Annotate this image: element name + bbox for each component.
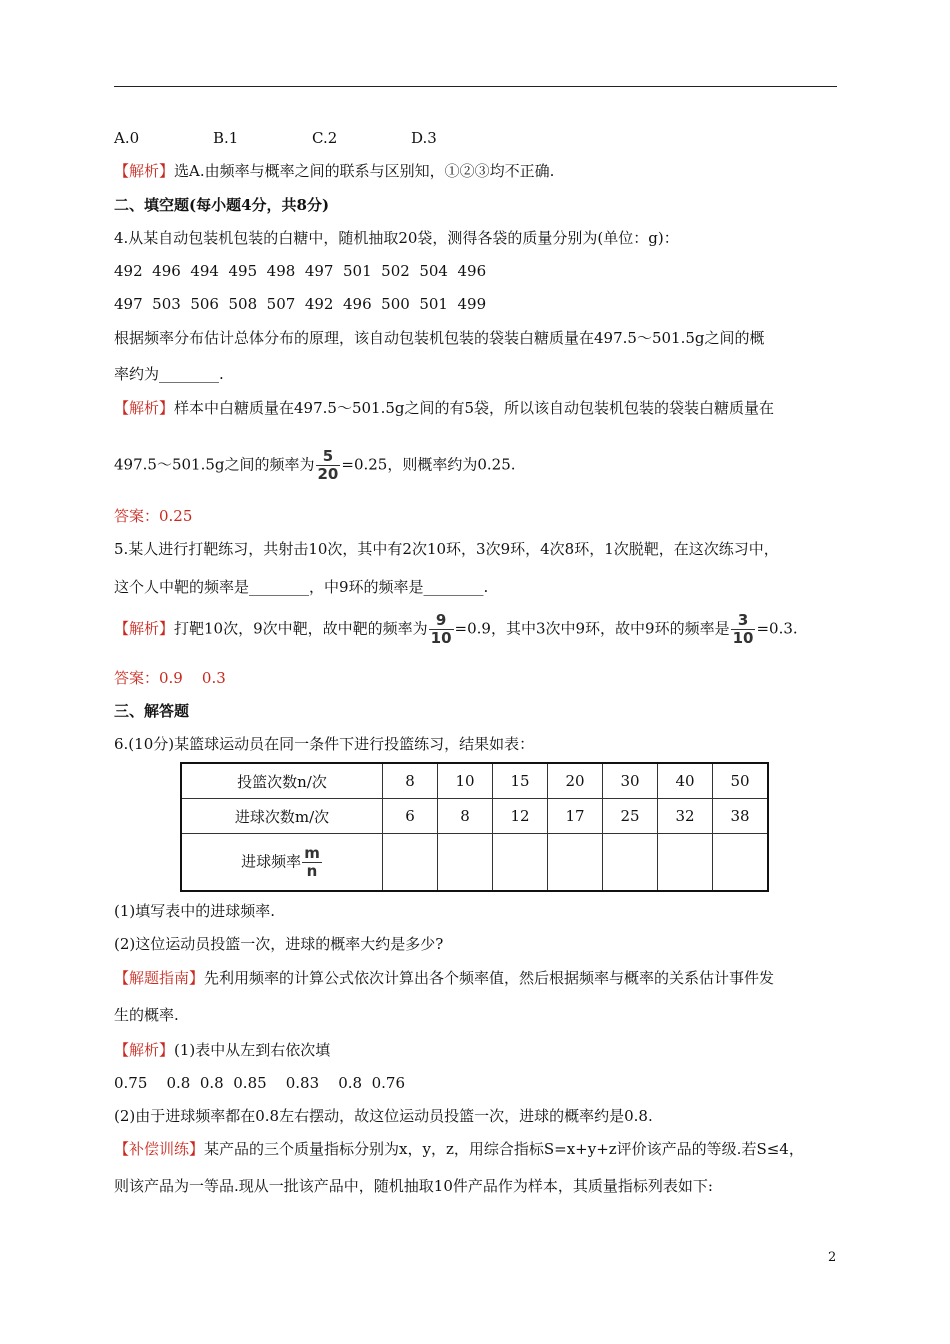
q6-sub-2: (2)这位运动员投篮一次，进球的概率大约是多少? [114, 935, 444, 953]
table-cell: 10 [438, 763, 493, 799]
table-cell: 38 [713, 799, 769, 834]
analysis-text: 样本中白糖质量在497.5～501.5g之间的有5袋，所以该自动包装机包装的袋装白糖质量在 [174, 399, 775, 417]
table-row [181, 799, 768, 834]
table-cell: 20 [548, 763, 603, 799]
table-cell-empty [548, 834, 603, 892]
fraction-numerator: 3 [731, 612, 756, 630]
analysis-tag: 【解析】 [114, 399, 175, 417]
table-row-header [181, 834, 383, 892]
table-row [181, 763, 768, 799]
q5-text-2: 这个人中靶的频率是________，中9环的频率是________. [114, 578, 489, 596]
fraction-numerator: 9 [429, 612, 454, 630]
table-cell-empty [493, 834, 548, 892]
guide-tag: 【解题指南】 [114, 969, 205, 987]
guide-text: 先利用频率的计算公式依次计算出各个频率值，然后根据频率与概率的关系估计事件发 [204, 969, 775, 987]
analysis-tag: 【解析】 [114, 619, 175, 638]
section-title-solve: 三、解答题 [114, 702, 190, 720]
table-cell: 8 [383, 763, 438, 799]
analysis-tag: 【解析】 [114, 1041, 175, 1059]
q5-analysis [114, 612, 798, 647]
table-cell: 25 [603, 799, 658, 834]
q4-text: 4.从某自动包装机包装的白糖中，随机抽取20袋，测得各袋的质量分别为(单位：g)： [114, 229, 679, 247]
table-row-header: 进球次数m/次 [181, 799, 383, 834]
table-row [181, 834, 768, 892]
fraction [316, 448, 341, 483]
q3-analysis [114, 161, 554, 181]
table-cell: 12 [493, 799, 548, 834]
table-cell-empty [383, 834, 438, 892]
fraction-numerator: m [304, 843, 320, 862]
section-title-fill-in: 二、填空题(每小题4分，共8分) [114, 196, 330, 214]
row-header-label: 进球频率 [241, 852, 302, 870]
fraction [302, 845, 322, 880]
q6-sub-1: (1)填写表中的进球频率. [114, 902, 276, 920]
q4-answer: 答案：0.25 [114, 507, 193, 525]
option-b: B.1 [213, 129, 239, 147]
q6-analysis [114, 1040, 330, 1060]
table-cell: 32 [658, 799, 713, 834]
table-cell: 17 [548, 799, 603, 834]
option-c: C.2 [312, 129, 338, 147]
fraction [731, 612, 756, 647]
table-cell: 40 [658, 763, 713, 799]
shooting-table [180, 762, 769, 892]
q4-text-2: 根据频率分布估计总体分布的原理，该自动包装机包装的袋装白糖质量在497.5～501.5g之间的概 [114, 329, 765, 347]
option-a: A.0 [114, 129, 140, 147]
q6-analysis-2: (2)由于进球频率都在0.8左右摆动，故这位运动员投篮一次，进球的概率约是0.8. [114, 1107, 653, 1125]
supplement-2: 则该产品为一等品.现从一批该产品中，随机抽取10件产品作为样本，其质量指标列表如下: [114, 1177, 713, 1195]
table-cell: 6 [383, 799, 438, 834]
table-cell: 8 [438, 799, 493, 834]
analysis-text: =0.9，其中3次中9环，故中9环的频率是 [454, 619, 730, 638]
fraction-denominator: n [306, 861, 318, 880]
analysis-text: 497.5～501.5g之间的频率为 [114, 455, 315, 474]
q5-text: 5.某人进行打靶练习，共射击10次，其中有2次10环，3次9环，4次8环，1次脱靶，在这次练习中， [114, 540, 779, 558]
q4-text-3: 率约为________. [114, 365, 224, 383]
analysis-text: (1)表中从左到右依次填 [174, 1041, 331, 1059]
q4-analysis [114, 398, 774, 418]
q6-guide-2: 生的概率. [114, 1006, 179, 1024]
q6-guide [114, 968, 774, 988]
fraction-denominator: 20 [317, 465, 339, 483]
table-cell: 50 [713, 763, 769, 799]
q4-analysis-2 [114, 448, 516, 483]
table-cell-empty [603, 834, 658, 892]
q6-text: 6.(10分)某篮球运动员在同一条件下进行投篮练习，结果如表： [114, 735, 535, 753]
page-number: 2 [828, 1250, 837, 1265]
analysis-text: =0.25，则概率约为0.25. [341, 455, 516, 474]
table-cell-empty [658, 834, 713, 892]
analysis-tag: 【解析】 [114, 162, 175, 180]
fraction-numerator: 5 [316, 448, 341, 466]
analysis-text: =0.3. [756, 619, 798, 638]
analysis-text: 选A.由频率与概率之间的联系与区别知，①②③均不正确. [174, 162, 555, 180]
table-cell: 30 [603, 763, 658, 799]
q5-answer: 答案：0.9 0.3 [114, 669, 226, 687]
supplement [114, 1139, 804, 1159]
q4-data-row-1: 492 496 494 495 498 497 501 502 504 496 [114, 262, 487, 280]
fraction-denominator: 10 [430, 629, 452, 647]
analysis-text: 打靶10次，9次中靶，故中靶的频率为 [174, 619, 428, 638]
table-cell-empty [713, 834, 769, 892]
supplement-tag: 【补偿训练】 [114, 1140, 205, 1158]
fraction-denominator: 10 [732, 629, 754, 647]
fraction [429, 612, 454, 647]
q4-data-row-2: 497 503 506 508 507 492 496 500 501 499 [114, 295, 487, 313]
answer-options [114, 128, 510, 148]
table-cell: 15 [493, 763, 548, 799]
table-cell-empty [438, 834, 493, 892]
table-row-header: 投篮次数n/次 [181, 763, 383, 799]
header-rule [114, 86, 837, 87]
supplement-text: 某产品的三个质量指标分别为x，y，z，用综合指标S=x+y+z评价该产品的等级.若S≤4， [204, 1140, 804, 1158]
q6-values: 0.75 0.8 0.8 0.85 0.83 0.8 0.76 [114, 1074, 405, 1092]
option-d: D.3 [411, 129, 437, 147]
